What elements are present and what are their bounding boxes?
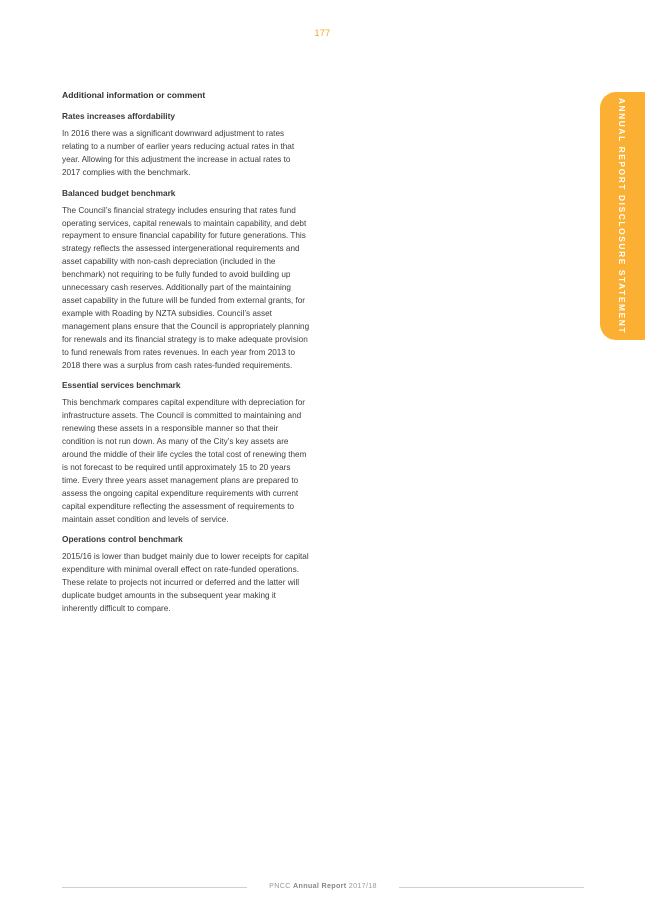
paragraph-operations-control: 2015/16 is lower than budget mainly due to lower receipts for capital expenditure with minimal overall effect on rate-funded operations. These relate to projects not incurred or deferred and the latter will duplicate budget amounts in the subsequent year making it inherently difficult to compare. <box>62 552 309 614</box>
subheading-essential-services: Essential services benchmark <box>62 380 181 391</box>
subheading-rates-affordability: Rates increases affordability <box>62 111 175 121</box>
main-content <box>62 89 310 623</box>
paragraph-rates-affordability: In 2016 there was a significant downward adjustment to rates relating to a number of earlier years reducing actual rates in that year. Allowing for this adjustment the increase in actual rates to 2017 complies with the benchmark. <box>62 129 295 177</box>
section-side-tab <box>600 92 645 340</box>
footer-text <box>62 881 584 890</box>
section-heading: Additional information or comment <box>62 90 206 100</box>
subheading-operations-control: Operations control benchmark <box>62 534 183 545</box>
footer-org: PNCC <box>269 881 291 890</box>
footer-year: 2017/18 <box>348 881 377 890</box>
side-tab-label: ANNUAL REPORT DISCLOSURE STATEMENT <box>617 97 627 335</box>
paragraph-essential-services: This benchmark compares capital expenditure with depreciation for infrastructure assets. The Council is committed to maintaining and renewing these assets in a responsible manner so that their condition is not run down. As many of the City’s key assets are around the middle of their life cycles the total cost of renewing them is not forecast to be required until approximately 15 to 20 years time. Every three years asset management plans are prepared to assess the ongoing capital expenditure requirements with current capital expenditure reflecting the assessment of requirements to maintain asset condition and levels of service. <box>62 398 307 524</box>
footer-title: Annual Report <box>293 881 347 890</box>
page-footer <box>62 880 584 894</box>
page-number: 177 <box>314 28 331 38</box>
subheading-balanced-budget: Balanced budget benchmark <box>62 187 176 198</box>
paragraph-balanced-budget: The Council’s financial strategy includes ensuring that rates fund operating services, capital renewals to maintain capability, and debt repayment to ensure financial capability for future generations. This strategy reflects the assessed intergenerational requirements and asset capability with non-cash depreciation (included in the benchmark) not requiring to be fully funded to avoid building up unnecessary cash reserves. Additionally part of the maintaining asset capability in the future will be funded from external grants, for example with Roading by NZTA subsidies. Council’s asset management plans ensure that the Council is appropriately planning for renewals and its financial strategy is to make adequate provision to fund renewals from rates revenues. In each year from 2013 to 2018 there was a surplus from cash rates-funded requirements. <box>62 205 310 370</box>
